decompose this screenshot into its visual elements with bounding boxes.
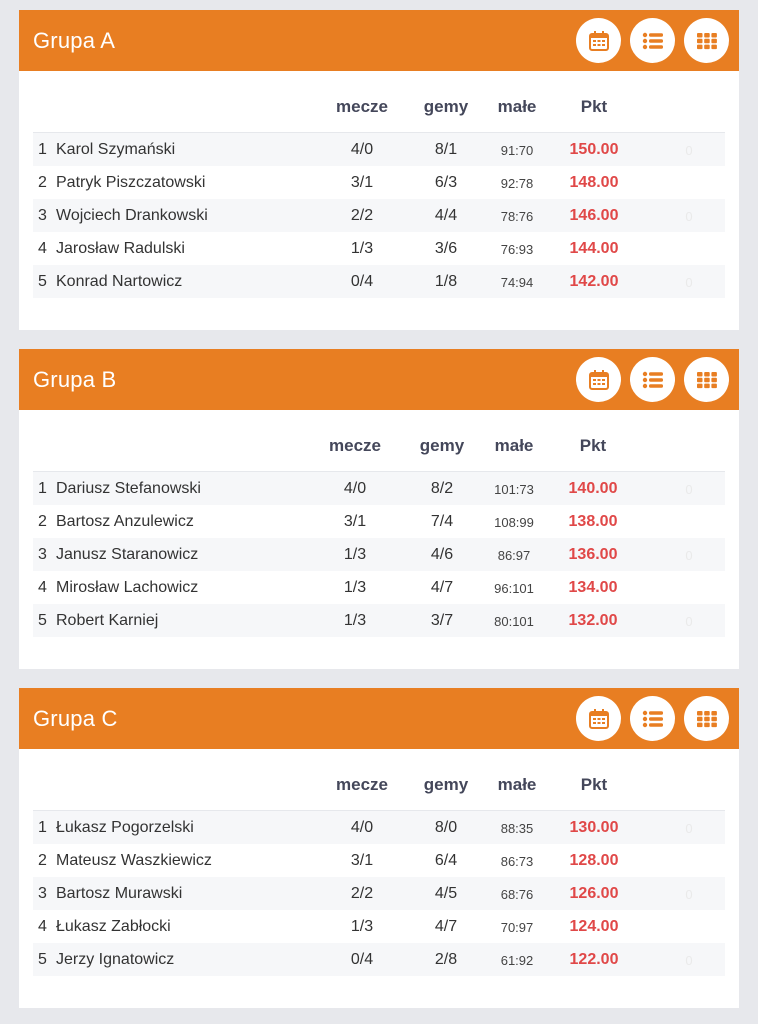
list-icon (642, 31, 664, 51)
extra-cell: 0 (685, 614, 693, 629)
grid-icon (696, 371, 718, 389)
games-cell: 2/8 (434, 951, 458, 968)
games-cell: 4/6 (430, 546, 454, 563)
list-button[interactable] (630, 357, 675, 402)
grid-button[interactable] (684, 357, 729, 402)
row-position: 4 (38, 579, 47, 596)
col-gemy: gemy (423, 97, 469, 116)
group-card-b (19, 349, 739, 669)
games-cell: 4/5 (434, 885, 458, 902)
player-name: Wojciech Drankowski (56, 207, 208, 224)
row-position: 1 (38, 141, 47, 158)
table-row[interactable] (33, 232, 725, 265)
matches-cell: 4/0 (350, 141, 374, 158)
player-name: Łukasz Pogorzelski (56, 819, 194, 836)
table-header (33, 410, 725, 472)
schedule-button[interactable] (576, 18, 621, 63)
extra-cell: 0 (685, 275, 693, 290)
small-points-cell: 74:94 (500, 275, 534, 290)
games-cell: 8/2 (430, 480, 454, 497)
small-points-cell: 70:97 (500, 920, 534, 935)
col-mecze: mecze (336, 97, 388, 116)
standings-table (33, 749, 725, 976)
col-male: małe (494, 436, 534, 455)
table-row[interactable] (33, 844, 725, 877)
extra-cell: 0 (685, 482, 693, 497)
group-header (19, 10, 739, 71)
group-header (19, 349, 739, 410)
small-points-cell: 91:70 (500, 143, 534, 158)
matches-cell: 4/0 (350, 819, 374, 836)
table-row[interactable] (33, 199, 725, 232)
games-cell: 8/0 (434, 819, 458, 836)
extra-cell: 0 (685, 821, 693, 836)
games-cell: 1/8 (434, 273, 458, 290)
player-name: Konrad Nartowicz (56, 273, 183, 290)
small-points-cell: 108:99 (494, 515, 534, 530)
calendar-icon (588, 708, 610, 730)
games-cell: 4/7 (430, 579, 454, 596)
points-cell: 122.00 (569, 951, 619, 968)
player-name: Bartosz Anzulewicz (56, 513, 194, 530)
table-row[interactable] (33, 571, 725, 604)
player-name: Robert Karniej (56, 612, 159, 629)
table-row[interactable] (33, 943, 725, 976)
player-name: Janusz Staranowicz (56, 546, 199, 563)
standings-table (33, 410, 725, 637)
row-position: 5 (38, 273, 47, 290)
col-pkt: Pkt (579, 436, 607, 455)
matches-cell: 0/4 (350, 951, 374, 968)
small-points-cell: 61:92 (500, 953, 534, 968)
player-name: Jerzy Ignatowicz (56, 951, 175, 968)
points-cell: 126.00 (569, 885, 619, 902)
table-row[interactable] (33, 133, 725, 166)
table-row[interactable] (33, 538, 725, 571)
matches-cell: 0/4 (350, 273, 374, 290)
small-points-cell: 101:73 (494, 482, 534, 497)
group-card-c (19, 688, 739, 1008)
table-header (33, 749, 725, 811)
small-points-cell: 88:35 (500, 821, 534, 836)
small-points-cell: 78:76 (500, 209, 534, 224)
row-position: 3 (38, 207, 47, 224)
player-name: Łukasz Zabłocki (56, 918, 171, 935)
group-card-a (19, 10, 739, 330)
matches-cell: 1/3 (343, 546, 367, 563)
header-buttons (576, 696, 729, 741)
calendar-icon (588, 30, 610, 52)
calendar-icon (588, 369, 610, 391)
col-male: małe (497, 97, 537, 116)
grid-button[interactable] (684, 18, 729, 63)
group-title: Grupa C (33, 705, 118, 731)
player-name: Dariusz Stefanowski (56, 480, 201, 497)
grid-icon (696, 32, 718, 50)
standings-table (33, 71, 725, 298)
table-row[interactable] (33, 604, 725, 637)
games-cell: 8/1 (434, 141, 458, 158)
table-row[interactable] (33, 811, 725, 844)
row-position: 5 (38, 612, 47, 629)
points-cell: 144.00 (569, 240, 619, 257)
row-position: 3 (38, 546, 47, 563)
player-name: Mateusz Waszkiewicz (56, 852, 212, 869)
player-name: Bartosz Murawski (56, 885, 183, 902)
games-cell: 4/4 (434, 207, 458, 224)
matches-cell: 3/1 (350, 852, 374, 869)
list-icon (642, 370, 664, 390)
table-row[interactable] (33, 265, 725, 298)
matches-cell: 1/3 (350, 240, 374, 257)
matches-cell: 1/3 (343, 579, 367, 596)
points-cell: 124.00 (569, 918, 619, 935)
table-row[interactable] (33, 910, 725, 943)
small-points-cell: 86:97 (497, 548, 531, 563)
row-position: 2 (38, 513, 47, 530)
col-gemy: gemy (419, 436, 465, 455)
header-buttons (576, 357, 729, 402)
player-name: Patryk Piszczatowski (56, 174, 206, 191)
matches-cell: 1/3 (350, 918, 374, 935)
points-cell: 148.00 (569, 174, 619, 191)
matches-cell: 2/2 (350, 207, 374, 224)
points-cell: 128.00 (569, 852, 619, 869)
extra-cell: 0 (685, 887, 693, 902)
points-cell: 146.00 (569, 207, 619, 224)
small-points-cell: 92:78 (500, 176, 534, 191)
points-cell: 134.00 (568, 579, 618, 596)
schedule-button[interactable] (576, 357, 621, 402)
table-row[interactable] (33, 166, 725, 199)
points-cell: 130.00 (569, 819, 619, 836)
games-cell: 6/4 (434, 852, 458, 869)
col-male: małe (497, 775, 537, 794)
points-cell: 140.00 (568, 480, 618, 497)
small-points-cell: 76:93 (500, 242, 534, 257)
points-cell: 138.00 (568, 513, 618, 530)
points-cell: 136.00 (568, 546, 618, 563)
small-points-cell: 80:101 (494, 614, 534, 629)
points-cell: 132.00 (568, 612, 618, 629)
small-points-cell: 68:76 (500, 887, 534, 902)
group-title: Grupa B (33, 366, 117, 392)
games-cell: 6/3 (434, 174, 458, 191)
row-position: 4 (38, 240, 47, 257)
grid-icon (696, 710, 718, 728)
row-position: 3 (38, 885, 47, 902)
points-cell: 142.00 (569, 273, 619, 290)
schedule-button[interactable] (576, 696, 621, 741)
col-pkt: Pkt (580, 775, 608, 794)
header-buttons (576, 18, 729, 63)
row-position: 5 (38, 951, 47, 968)
table-row[interactable] (33, 472, 725, 505)
row-position: 1 (38, 480, 47, 497)
small-points-cell: 96:101 (494, 581, 534, 596)
list-button[interactable] (630, 696, 675, 741)
group-header (19, 688, 739, 749)
list-icon (642, 709, 664, 729)
games-cell: 7/4 (430, 513, 454, 530)
row-position: 2 (38, 852, 47, 869)
extra-cell: 0 (685, 548, 693, 563)
col-mecze: mecze (336, 775, 388, 794)
player-name: Jarosław Radulski (56, 240, 185, 257)
matches-cell: 3/1 (350, 174, 374, 191)
matches-cell: 1/3 (343, 612, 367, 629)
table-row[interactable] (33, 877, 725, 910)
col-mecze: mecze (329, 436, 381, 455)
matches-cell: 4/0 (343, 480, 367, 497)
col-gemy: gemy (423, 775, 469, 794)
games-cell: 3/6 (434, 240, 458, 257)
extra-cell: 0 (685, 143, 693, 158)
player-name: Mirosław Lachowicz (56, 579, 199, 596)
small-points-cell: 86:73 (500, 854, 534, 869)
row-position: 4 (38, 918, 47, 935)
points-cell: 150.00 (569, 141, 619, 158)
col-pkt: Pkt (580, 97, 608, 116)
games-cell: 3/7 (430, 612, 454, 629)
games-cell: 4/7 (434, 918, 458, 935)
list-button[interactable] (630, 18, 675, 63)
extra-cell: 0 (685, 953, 693, 968)
player-name: Karol Szymański (56, 141, 176, 158)
matches-cell: 3/1 (343, 513, 367, 530)
row-position: 2 (38, 174, 47, 191)
matches-cell: 2/2 (350, 885, 374, 902)
group-title: Grupa A (33, 27, 116, 53)
grid-button[interactable] (684, 696, 729, 741)
table-row[interactable] (33, 505, 725, 538)
table-header (33, 71, 725, 133)
extra-cell: 0 (685, 209, 693, 224)
row-position: 1 (38, 819, 47, 836)
